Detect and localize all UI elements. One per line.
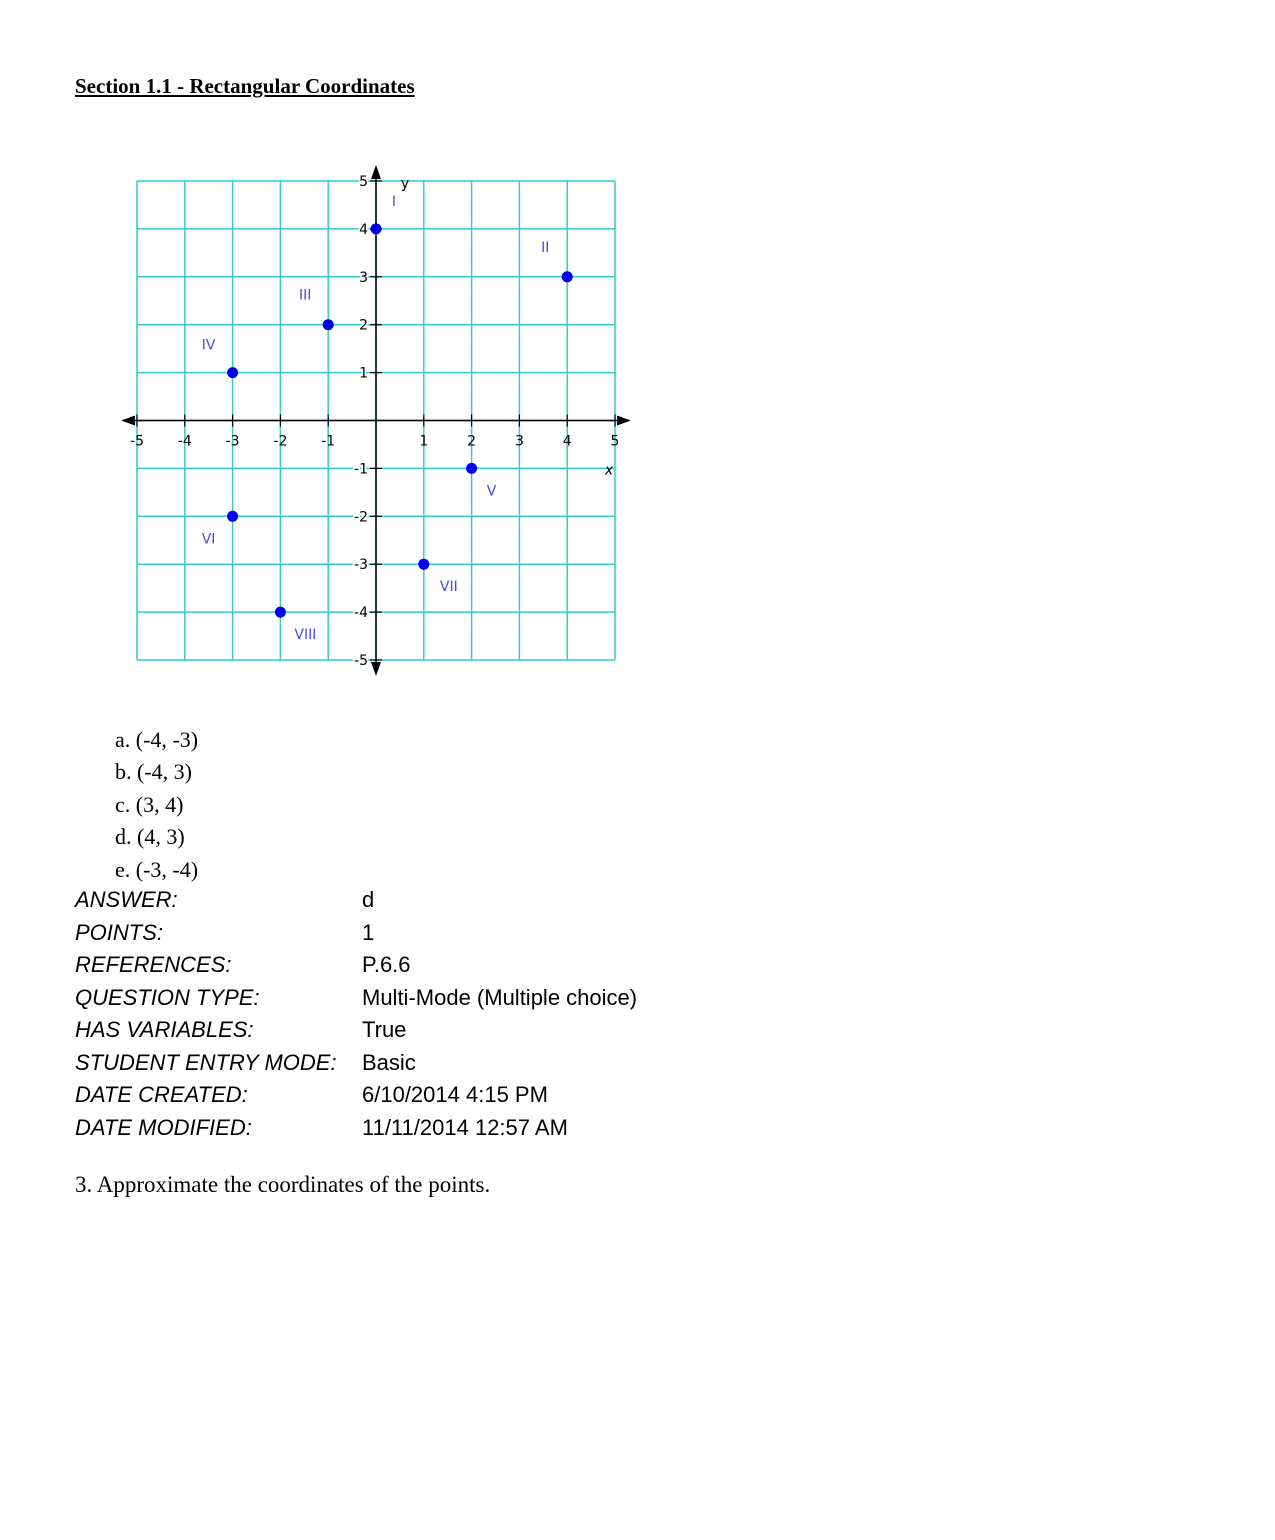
meta-value: Multi-Mode (Multiple choice) (362, 984, 638, 1010)
meta-key: DATE MODIFIED: (75, 1114, 252, 1140)
choice-a (115, 724, 198, 756)
x-tick-label: 5 (610, 433, 620, 450)
y-axis-arrow-up (371, 165, 381, 179)
x-tick-label: -5 (130, 433, 144, 450)
y-tick-label: 3 (359, 269, 368, 286)
meta-key: HAS VARIABLES: (75, 1017, 254, 1042)
choice-letter: d. (115, 824, 132, 850)
coordinate-plane-chart (110, 160, 640, 685)
meta-key: STUDENT ENTRY MODE: (75, 1049, 337, 1075)
choice-d (115, 821, 198, 853)
meta-key: POINTS: (75, 919, 164, 945)
data-point-ii (562, 271, 573, 282)
meta-row-date-modified (75, 1112, 637, 1145)
x-axis-arrow-right (617, 416, 631, 426)
x-tick-label: -4 (177, 433, 192, 450)
meta-value: 1 (362, 919, 375, 945)
meta-row-has-variables (75, 1014, 637, 1047)
y-tick-label: -1 (354, 461, 368, 478)
question-number: 3. (75, 1172, 93, 1197)
choice-letter: c. (115, 791, 131, 817)
y-tick-label: -3 (354, 557, 368, 574)
data-point-label: III (299, 287, 312, 304)
x-tick-label: 3 (514, 433, 524, 450)
question-text: Approximate the coordinates of the points. (96, 1172, 491, 1197)
choice-letter: e. (115, 856, 131, 882)
x-tick-label: 1 (419, 433, 429, 450)
data-point-label: VII (439, 579, 458, 596)
x-tick-label: -3 (225, 433, 240, 450)
x-axis-arrow-left (121, 416, 135, 426)
choice-letter: a. (115, 727, 131, 752)
choice-text: (-4, -3) (135, 727, 199, 752)
data-point-viii (275, 607, 286, 618)
y-axis-arrow-down (371, 662, 381, 676)
meta-row-question-type (75, 982, 637, 1015)
y-tick-label: 5 (359, 174, 368, 190)
data-point-label: VI (201, 531, 216, 548)
choice-text: (-3, -4) (135, 856, 199, 882)
choice-text: (3, 4) (135, 791, 184, 817)
choice-c (115, 789, 198, 821)
meta-key: QUESTION TYPE: (75, 984, 260, 1010)
meta-row-references (75, 949, 637, 982)
meta-row-answer (75, 884, 637, 917)
meta-key: REFERENCES: (75, 952, 232, 977)
meta-key: ANSWER: (75, 887, 178, 912)
y-axis-label: y (400, 176, 410, 192)
y-tick-label: -4 (354, 605, 368, 622)
meta-row-entry-mode (75, 1047, 637, 1080)
choice-letter: b. (115, 759, 132, 785)
section-title: Section 1.1 - Rectangular Coordinates (75, 74, 415, 98)
x-tick-label: -2 (273, 433, 288, 450)
answer-choices (115, 724, 198, 886)
y-tick-label: -5 (354, 653, 368, 669)
meta-value: P.6.6 (362, 952, 411, 977)
meta-row-points (75, 917, 637, 950)
x-tick-label: 2 (467, 433, 477, 450)
meta-key: DATE CREATED: (75, 1082, 248, 1107)
data-point-vi (227, 511, 238, 522)
data-point-label: I (391, 193, 397, 210)
data-point-label: VIII (294, 627, 317, 644)
choice-text: (4, 3) (137, 824, 185, 850)
data-point-iv (227, 367, 238, 378)
data-point-label: II (541, 239, 550, 256)
meta-row-date-created (75, 1079, 637, 1112)
question-prompt (75, 1172, 490, 1198)
data-point-label: V (486, 483, 497, 500)
x-tick-label: -1 (321, 433, 336, 450)
meta-value: 6/10/2014 4:15 PM (362, 1082, 548, 1107)
meta-value: Basic (362, 1049, 416, 1075)
y-tick-label: 2 (359, 317, 368, 334)
meta-value: d (362, 887, 375, 912)
data-point-vii (418, 559, 429, 570)
choice-b (115, 756, 198, 788)
meta-value: True (362, 1017, 407, 1042)
meta-value: 11/11/2014 12:57 AM (362, 1114, 568, 1140)
x-axis-label: x (604, 462, 614, 479)
y-tick-label: 1 (359, 365, 368, 382)
data-point-label: IV (201, 337, 216, 354)
y-tick-label: -2 (354, 509, 368, 526)
question-metadata (75, 884, 637, 1144)
y-tick-label: 4 (359, 221, 368, 238)
data-point-iii (323, 319, 334, 330)
choice-text: (-4, 3) (137, 759, 192, 785)
choice-e (115, 854, 198, 886)
data-point-v (466, 463, 477, 474)
x-tick-label: 4 (562, 433, 572, 450)
data-point-i (371, 223, 382, 234)
